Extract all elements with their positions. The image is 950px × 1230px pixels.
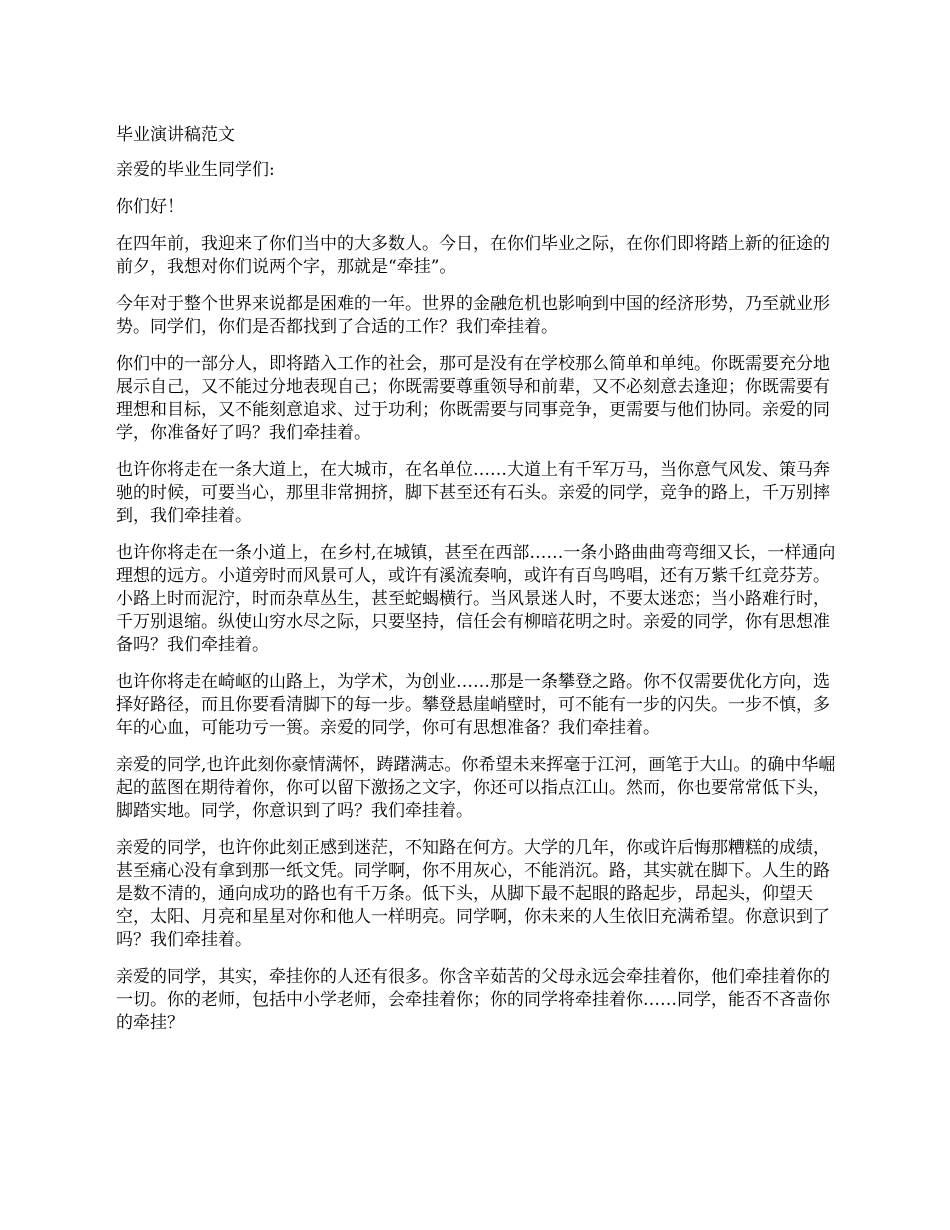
paragraph-6: 也许你将走在崎岖的山路上，为学术，为创业……那是一条攀登之路。你不仅需要优化方向，选择好路径，而且你要看清脚下的每一步。攀登悬崖峭壁时，可不能有一步的闪失。一步不慎，多年的心血，可能功亏一篑。亲爱的同学，你可有思想准备？我们牵挂着。 <box>116 672 830 738</box>
greeting-line: 亲爱的毕业生同学们: <box>116 160 275 180</box>
paragraph-5: 也许你将走在一条小道上，在乡村,在城镇，甚至在西部……一条小路曲曲弯弯细又长，一样通向理想的远方。小道旁时而风景可人，或许有溪流奏响，或许有百鸟鸣唱，还有万紫千红竞芬芳。小路上时而泥泞，时而杂草丛生，甚至蛇蝎横行。当风景迷人时，不要太迷恋；当小路难行时，千万别退缩。纵使山穷水尽之际，只要坚持，信任会有柳暗花明之时。亲爱的同学，你有思想准备吗？我们牵挂着。 <box>116 543 836 655</box>
paragraph-4: 也许你将走在一条大道上，在大城市，在名单位……大道上有千军万马，当你意气风发、策马奔驰的时候，可要当心，那里非常拥挤，脚下甚至还有石头。亲爱的同学，竞争的路上，千万别摔到，我们牵挂着。 <box>116 460 830 526</box>
hello-line: 你们好！ <box>116 197 184 217</box>
paragraph-8: 亲爱的同学，也许你此刻正感到迷茫，不知路在何方。大学的几年，你或许后悔那糟糕的成绩，甚至痛心没有拿到那一纸文凭。同学啊，你不用灰心，不能消沉。路，其实就在脚下。人生的路是数不清的，通向成功的路也有千万条。低下头，从脚下最不起眼的路起步，昂起头，仰望天空，太阳、月亮和星星对你和他人一样明亮。同学啊，你未来的人生依旧充满希望。你意识到了吗？我们牵挂着。 <box>116 838 830 950</box>
paragraph-2: 今年对于整个世界来说都是困难的一年。世界的金融危机也影响到中国的经济形势，乃至就业形势。同学们，你们是否都找到了合适的工作？我们牵挂着。 <box>116 294 830 337</box>
document-title: 毕业演讲稿范文 <box>116 125 235 145</box>
paragraph-7: 亲爱的同学,也许此刻你豪情满怀，踌躇满志。你希望未来挥毫于江河，画笔于大山。的确中华崛起的蓝图在期待着你，你可以留下激扬之文字，你还可以指点江山。然而，你也要常常低下头，脚踏实地。同学，你意识到了吗？我们牵挂着。 <box>116 755 836 821</box>
document-body <box>116 124 841 1049</box>
paragraph-1: 在四年前，我迎来了你们当中的大多数人。今日，在你们毕业之际，在你们即将踏上新的征途的前夕，我想对你们说两个字，那就是“牵挂”。 <box>116 234 830 277</box>
paragraph-9: 亲爱的同学，其实，牵挂你的人还有很多。你含辛茹苦的父母永远会牵挂着你，他们牵挂着你的一切。你的老师，包括中小学老师，会牵挂着你；你的同学将牵挂着你……同学，能否不吝啬你的牵挂？ <box>116 967 830 1033</box>
paragraph-3: 你们中的一部分人，即将踏入工作的社会，那可是没有在学校那么简单和单纯。你既需要充分地展示自己，又不能过分地表现自己；你既需要尊重领导和前辈，又不必刻意去逢迎；你既需要有理想和目标，又不能刻意追求、过于功利；你既需要与同事竞争，更需要与他们协同。亲爱的同学，你准备好了吗？我们牵挂着。 <box>116 354 830 443</box>
